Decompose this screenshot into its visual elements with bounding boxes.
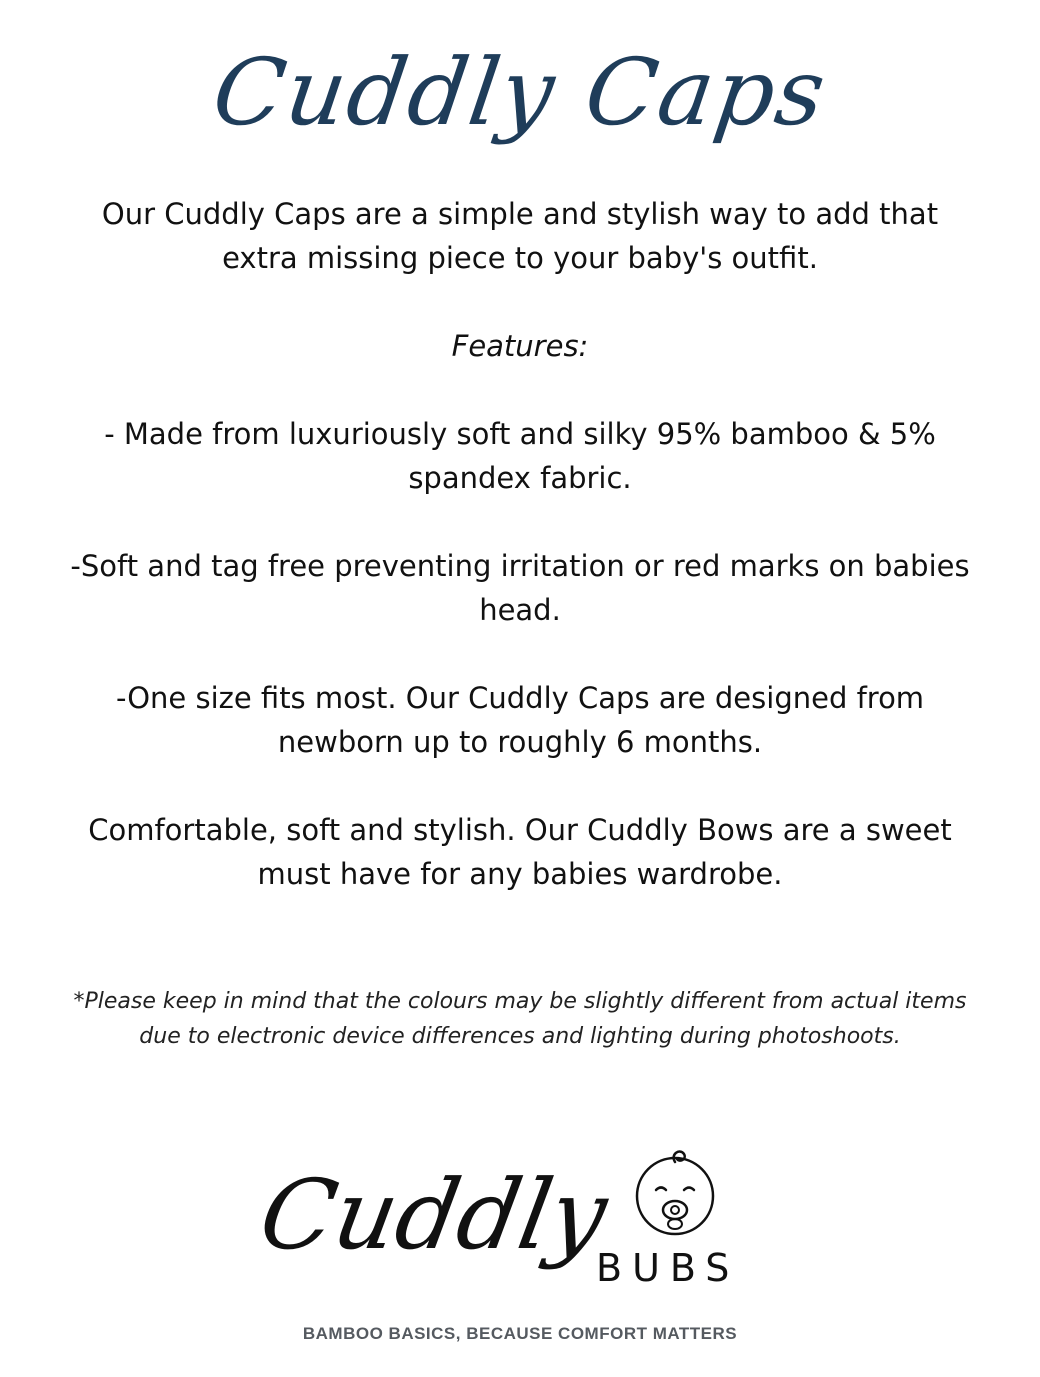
colour-disclaimer: *Please keep in mind that the colours may be slightly different from actual items due to electronic device differences and lighting during photoshoots. — [73, 989, 967, 1049]
logo-sub-text: BUBS — [596, 1246, 740, 1290]
logo-script-text: Cuddly — [252, 1159, 615, 1271]
feature-item: -One size fits most. Our Cuddly Caps are designed from newborn up to roughly 6 months. — [115, 681, 925, 759]
intro-paragraph: Our Cuddly Caps are a simple and stylish way to add that extra missing piece to your baby's outfit. — [101, 197, 939, 275]
page-title: Cuddly Caps — [206, 39, 834, 146]
brand-logo — [252, 1140, 782, 1310]
closing-paragraph: Comfortable, soft and stylish. Our Cuddly Bows are a sweet must have for any babies wardrobe. — [88, 813, 952, 891]
brand-tagline: BAMBOO BASICS, BECAUSE COMFORT MATTERS — [302, 1324, 738, 1343]
feature-item: - Made from luxuriously soft and silky 95% bamboo & 5% spandex fabric. — [104, 417, 936, 495]
feature-item: -Soft and tag free preventing irritation or red marks on babies head. — [70, 549, 970, 627]
features-heading: Features: — [451, 329, 589, 363]
baby-face-icon — [630, 1144, 720, 1240]
